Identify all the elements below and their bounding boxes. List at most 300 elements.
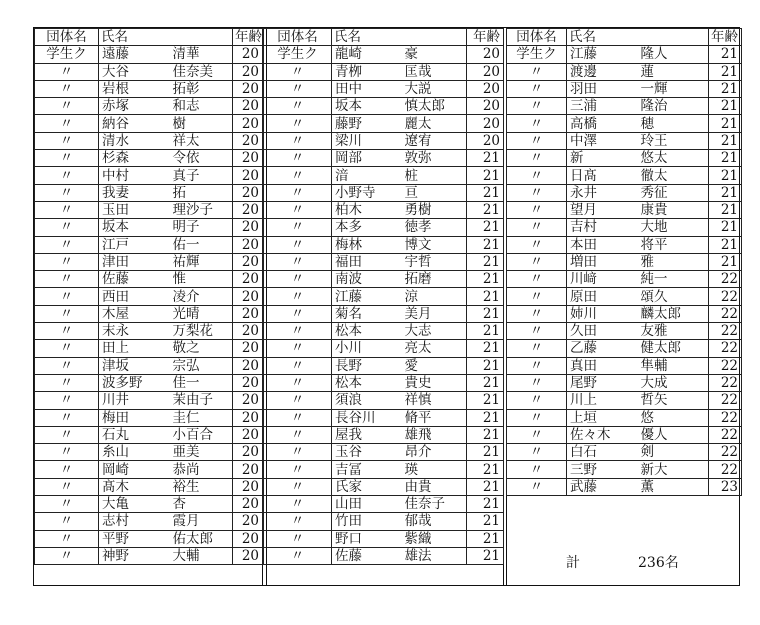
table-row — [264, 219, 504, 236]
family-name-cell: 佐々木 — [567, 426, 635, 443]
given-name-cell: 拓磨 — [399, 271, 467, 288]
age-cell: 20 — [233, 63, 263, 80]
age-cell: 20 — [233, 150, 263, 167]
table-row — [35, 98, 263, 115]
header-age: 年齢 — [709, 29, 742, 46]
group-cell: 〃 — [35, 513, 99, 530]
age-cell: 21 — [467, 444, 504, 461]
family-name-cell: 髙木 — [99, 478, 167, 495]
table-row — [35, 496, 263, 513]
family-name-cell: 梅田 — [99, 409, 167, 426]
given-name-cell: 新大 — [635, 461, 709, 478]
table-row — [35, 167, 263, 184]
age-cell: 20 — [233, 513, 263, 530]
age-cell: 21 — [467, 478, 504, 495]
table-row — [507, 288, 742, 305]
given-name-cell: 佑一 — [167, 236, 233, 253]
given-name-cell: 隼輔 — [635, 357, 709, 374]
table-row — [35, 184, 263, 201]
family-name-cell: 藤野 — [332, 115, 399, 132]
header-name: 氏名 — [567, 29, 709, 46]
given-name-cell: 亘 — [399, 184, 467, 201]
table-row — [264, 478, 504, 495]
family-name-cell: 田上 — [99, 340, 167, 357]
age-cell: 20 — [233, 271, 263, 288]
given-name-cell: 恭尚 — [167, 461, 233, 478]
given-name-cell: 茉由子 — [167, 392, 233, 409]
family-name-cell: 上垣 — [567, 409, 635, 426]
table-row — [507, 253, 742, 270]
age-cell: 20 — [467, 132, 504, 149]
family-name-cell: 中村 — [99, 167, 167, 184]
group-cell: 学生ク — [35, 46, 99, 63]
family-name-cell: 川﨑 — [567, 271, 635, 288]
family-name-cell: 本田 — [567, 236, 635, 253]
given-name-cell: 桩 — [399, 167, 467, 184]
family-name-cell: 中澤 — [567, 132, 635, 149]
group-cell: 〃 — [507, 444, 567, 461]
given-name-cell: 祐輝 — [167, 253, 233, 270]
given-name-cell: 友雅 — [635, 323, 709, 340]
group-cell: 〃 — [35, 357, 99, 374]
family-name-cell: 湆 — [332, 167, 399, 184]
total-value: 236名 — [638, 555, 679, 571]
total-box — [506, 520, 741, 585]
family-name-cell: 玉谷 — [332, 444, 399, 461]
given-name-cell: 麗太 — [399, 115, 467, 132]
given-name-cell: 雄飛 — [399, 426, 467, 443]
given-name-cell: 祥太 — [167, 132, 233, 149]
given-name-cell: 一輝 — [635, 80, 709, 97]
family-name-cell: 梅林 — [332, 236, 399, 253]
table-row — [264, 461, 504, 478]
table-row — [264, 167, 504, 184]
group-cell: 〃 — [35, 547, 99, 564]
table-row — [507, 46, 742, 63]
age-cell: 20 — [233, 478, 263, 495]
table-row — [264, 132, 504, 149]
table-row — [35, 530, 263, 547]
given-name-cell: 愛 — [399, 357, 467, 374]
age-cell: 21 — [467, 357, 504, 374]
total-label: 計 — [566, 555, 580, 571]
table-row — [507, 98, 742, 115]
group-cell: 〃 — [35, 426, 99, 443]
group-cell: 〃 — [507, 271, 567, 288]
family-name-cell: 清水 — [99, 132, 167, 149]
age-cell: 20 — [233, 288, 263, 305]
given-name-cell: 匡哉 — [399, 63, 467, 80]
roster-sheet — [33, 27, 740, 586]
table-row — [507, 461, 742, 478]
family-name-cell: 松本 — [332, 323, 399, 340]
table-row — [264, 236, 504, 253]
group-cell: 学生ク — [507, 46, 567, 63]
given-name-cell: 佳奈子 — [399, 496, 467, 513]
family-name-cell: 望月 — [567, 201, 635, 218]
table-row — [35, 150, 263, 167]
given-name-cell: 小百合 — [167, 426, 233, 443]
age-cell: 20 — [233, 201, 263, 218]
given-name-cell: 勇樹 — [399, 201, 467, 218]
given-name-cell: 純一 — [635, 271, 709, 288]
given-name-cell: 涼 — [399, 288, 467, 305]
family-name-cell: 西田 — [99, 288, 167, 305]
family-name-cell: 柏木 — [332, 201, 399, 218]
table-row — [264, 340, 504, 357]
table-row — [35, 63, 263, 80]
family-name-cell: 須浪 — [332, 392, 399, 409]
age-cell: 22 — [709, 461, 742, 478]
table-row — [264, 63, 504, 80]
given-name-cell: 真子 — [167, 167, 233, 184]
group-cell: 〃 — [35, 253, 99, 270]
table-row — [35, 219, 263, 236]
family-name-cell: 川井 — [99, 392, 167, 409]
group-cell: 〃 — [264, 253, 332, 270]
table-row — [507, 132, 742, 149]
group-cell: 〃 — [35, 80, 99, 97]
given-name-cell: 宇哲 — [399, 253, 467, 270]
header-group: 団体名 — [264, 29, 332, 46]
family-name-cell: 青栁 — [332, 63, 399, 80]
table-row — [507, 357, 742, 374]
table-row — [507, 374, 742, 391]
table-row — [35, 374, 263, 391]
family-name-cell: 龍崎 — [332, 46, 399, 63]
group-cell: 〃 — [264, 236, 332, 253]
given-name-cell: 大志 — [399, 323, 467, 340]
table-row — [35, 46, 263, 63]
family-name-cell: 江藤 — [567, 46, 635, 63]
given-name-cell: 理沙子 — [167, 201, 233, 218]
family-name-cell: 石丸 — [99, 426, 167, 443]
table-row — [35, 444, 263, 461]
age-cell: 21 — [467, 288, 504, 305]
family-name-cell: 我妻 — [99, 184, 167, 201]
age-cell: 21 — [467, 496, 504, 513]
age-cell: 21 — [467, 530, 504, 547]
age-cell: 20 — [233, 115, 263, 132]
given-name-cell: 敦弥 — [399, 150, 467, 167]
table-row — [264, 115, 504, 132]
given-name-cell: 拓 — [167, 184, 233, 201]
given-name-cell: 樹 — [167, 115, 233, 132]
group-cell: 〃 — [264, 374, 332, 391]
age-cell: 20 — [233, 167, 263, 184]
table-row — [35, 426, 263, 443]
group-cell: 〃 — [507, 340, 567, 357]
given-name-cell: 徳孝 — [399, 219, 467, 236]
age-cell: 21 — [467, 236, 504, 253]
table-row — [264, 357, 504, 374]
header-age: 年齢 — [467, 29, 504, 46]
roster-column-1 — [34, 28, 262, 585]
table-row — [264, 271, 504, 288]
family-name-cell: 長谷川 — [332, 409, 399, 426]
table-row — [35, 288, 263, 305]
age-cell: 21 — [709, 219, 742, 236]
given-name-cell: 郁哉 — [399, 513, 467, 530]
family-name-cell: 久田 — [567, 323, 635, 340]
given-name-cell: 拓彰 — [167, 80, 233, 97]
given-name-cell: 優人 — [635, 426, 709, 443]
table-row — [507, 305, 742, 322]
family-name-cell: 野口 — [332, 530, 399, 547]
group-cell: 〃 — [264, 115, 332, 132]
group-cell: 〃 — [507, 115, 567, 132]
table-row — [507, 150, 742, 167]
age-cell: 20 — [233, 340, 263, 357]
header-name: 氏名 — [99, 29, 233, 46]
age-cell: 21 — [709, 184, 742, 201]
header-row — [507, 29, 742, 46]
given-name-cell: 玲王 — [635, 132, 709, 149]
group-cell: 〃 — [264, 150, 332, 167]
table-row — [264, 288, 504, 305]
group-cell: 〃 — [264, 167, 332, 184]
family-name-cell: 梁川 — [332, 132, 399, 149]
family-name-cell: 岡部 — [332, 150, 399, 167]
family-name-cell: 渡邊 — [567, 63, 635, 80]
group-cell: 〃 — [264, 530, 332, 547]
family-name-cell: 白石 — [567, 444, 635, 461]
group-cell: 〃 — [35, 63, 99, 80]
given-name-cell: 大成 — [635, 374, 709, 391]
group-cell: 〃 — [507, 426, 567, 443]
group-cell: 〃 — [264, 80, 332, 97]
given-name-cell: 紫織 — [399, 530, 467, 547]
given-name-cell: 悠太 — [635, 150, 709, 167]
group-cell: 〃 — [35, 132, 99, 149]
group-cell: 〃 — [264, 461, 332, 478]
age-cell: 21 — [709, 132, 742, 149]
age-cell: 20 — [233, 547, 263, 564]
group-cell: 〃 — [507, 63, 567, 80]
table-row — [35, 236, 263, 253]
age-cell: 20 — [233, 46, 263, 63]
age-cell: 21 — [467, 513, 504, 530]
table-row — [507, 184, 742, 201]
group-cell: 〃 — [507, 167, 567, 184]
age-cell: 21 — [467, 461, 504, 478]
family-name-cell: 大谷 — [99, 63, 167, 80]
group-cell: 〃 — [264, 357, 332, 374]
header-row — [35, 29, 263, 46]
group-cell: 〃 — [507, 374, 567, 391]
group-cell: 〃 — [35, 219, 99, 236]
family-name-cell: 平野 — [99, 530, 167, 547]
table-row — [507, 478, 742, 495]
age-cell: 21 — [467, 323, 504, 340]
group-cell: 〃 — [35, 374, 99, 391]
family-name-cell: 杉森 — [99, 150, 167, 167]
age-cell: 20 — [233, 530, 263, 547]
group-cell: 〃 — [264, 323, 332, 340]
family-name-cell: 玉田 — [99, 201, 167, 218]
group-cell: 学生ク — [264, 46, 332, 63]
given-name-cell: 圭仁 — [167, 409, 233, 426]
age-cell: 20 — [233, 374, 263, 391]
table-row — [507, 323, 742, 340]
group-cell: 〃 — [507, 201, 567, 218]
age-cell: 20 — [233, 444, 263, 461]
group-cell: 〃 — [264, 184, 332, 201]
age-cell: 20 — [467, 80, 504, 97]
group-cell: 〃 — [35, 167, 99, 184]
family-name-cell: 新 — [567, 150, 635, 167]
table-row — [507, 167, 742, 184]
given-name-cell: 慎太郎 — [399, 98, 467, 115]
group-cell: 〃 — [35, 201, 99, 218]
family-name-cell: 佐藤 — [99, 271, 167, 288]
roster-table-2 — [263, 28, 504, 565]
age-cell: 22 — [709, 409, 742, 426]
table-row — [507, 115, 742, 132]
age-cell: 20 — [467, 115, 504, 132]
table-row — [507, 63, 742, 80]
family-name-cell: 納谷 — [99, 115, 167, 132]
table-row — [264, 80, 504, 97]
table-row — [507, 271, 742, 288]
given-name-cell: 雄法 — [399, 547, 467, 564]
given-name-cell: 蓮 — [635, 63, 709, 80]
age-cell: 20 — [233, 219, 263, 236]
table-row — [35, 271, 263, 288]
age-cell: 22 — [709, 340, 742, 357]
table-row — [35, 80, 263, 97]
age-cell: 20 — [233, 253, 263, 270]
given-name-cell: 脩平 — [399, 409, 467, 426]
given-name-cell: 博文 — [399, 236, 467, 253]
given-name-cell: 哲矢 — [635, 392, 709, 409]
family-name-cell: 永井 — [567, 184, 635, 201]
given-name-cell: 霞月 — [167, 513, 233, 530]
family-name-cell: 屋我 — [332, 426, 399, 443]
given-name-cell: 佑太郎 — [167, 530, 233, 547]
group-cell: 〃 — [264, 444, 332, 461]
group-cell: 〃 — [35, 305, 99, 322]
family-name-cell: 小野寺 — [332, 184, 399, 201]
roster-table-3 — [506, 28, 742, 496]
group-cell: 〃 — [264, 98, 332, 115]
table-row — [35, 409, 263, 426]
group-cell: 〃 — [507, 478, 567, 495]
age-cell: 22 — [709, 271, 742, 288]
group-cell: 〃 — [264, 496, 332, 513]
age-cell: 21 — [467, 219, 504, 236]
age-cell: 21 — [467, 374, 504, 391]
table-row — [264, 98, 504, 115]
table-row — [35, 392, 263, 409]
group-cell: 〃 — [264, 63, 332, 80]
group-cell: 〃 — [35, 236, 99, 253]
header-age: 年齢 — [233, 29, 263, 46]
age-cell: 21 — [467, 167, 504, 184]
age-cell: 20 — [233, 392, 263, 409]
age-cell: 23 — [709, 478, 742, 495]
group-cell: 〃 — [264, 288, 332, 305]
age-cell: 21 — [467, 271, 504, 288]
family-name-cell: 日髙 — [567, 167, 635, 184]
group-cell: 〃 — [507, 236, 567, 253]
given-name-cell: 大地 — [635, 219, 709, 236]
table-row — [507, 340, 742, 357]
group-cell: 〃 — [507, 150, 567, 167]
group-cell: 〃 — [35, 444, 99, 461]
family-name-cell: 尾野 — [567, 374, 635, 391]
family-name-cell: 高橋 — [567, 115, 635, 132]
age-cell: 20 — [233, 426, 263, 443]
table-row — [507, 409, 742, 426]
group-cell: 〃 — [264, 305, 332, 322]
group-cell: 〃 — [35, 184, 99, 201]
table-row — [35, 305, 263, 322]
age-cell: 21 — [467, 426, 504, 443]
group-cell: 〃 — [35, 392, 99, 409]
age-cell: 21 — [467, 184, 504, 201]
given-name-cell: 明子 — [167, 219, 233, 236]
table-row — [507, 392, 742, 409]
family-name-cell: 増田 — [567, 253, 635, 270]
given-name-cell: 康貴 — [635, 201, 709, 218]
given-name-cell: 秀征 — [635, 184, 709, 201]
group-cell: 〃 — [264, 132, 332, 149]
age-cell: 21 — [709, 253, 742, 270]
age-cell: 20 — [467, 98, 504, 115]
table-row — [264, 444, 504, 461]
group-cell: 〃 — [35, 271, 99, 288]
group-cell: 〃 — [35, 150, 99, 167]
age-cell: 22 — [709, 288, 742, 305]
table-row — [264, 46, 504, 63]
given-name-cell: 凌介 — [167, 288, 233, 305]
table-row — [35, 132, 263, 149]
group-cell: 〃 — [507, 323, 567, 340]
table-row — [35, 547, 263, 564]
table-row — [264, 201, 504, 218]
family-name-cell: 坂本 — [99, 219, 167, 236]
group-cell: 〃 — [507, 219, 567, 236]
given-name-cell: 薫 — [635, 478, 709, 495]
age-cell: 20 — [233, 461, 263, 478]
header-group: 団体名 — [507, 29, 567, 46]
family-name-cell: 本多 — [332, 219, 399, 236]
given-name-cell: 敬之 — [167, 340, 233, 357]
table-row — [35, 513, 263, 530]
age-cell: 20 — [233, 80, 263, 97]
age-cell: 21 — [467, 547, 504, 564]
given-name-cell: 惟 — [167, 271, 233, 288]
family-name-cell: 吉冨 — [332, 461, 399, 478]
group-cell: 〃 — [35, 409, 99, 426]
age-cell: 20 — [467, 63, 504, 80]
group-cell: 〃 — [264, 478, 332, 495]
group-cell: 〃 — [264, 219, 332, 236]
family-name-cell: 氏家 — [332, 478, 399, 495]
age-cell: 21 — [709, 98, 742, 115]
group-cell: 〃 — [35, 478, 99, 495]
group-cell: 〃 — [264, 547, 332, 564]
header-row — [264, 29, 504, 46]
group-cell: 〃 — [507, 357, 567, 374]
table-row — [264, 409, 504, 426]
age-cell: 20 — [233, 236, 263, 253]
table-row — [264, 305, 504, 322]
group-cell: 〃 — [35, 323, 99, 340]
table-row — [35, 253, 263, 270]
given-name-cell: 亮太 — [399, 340, 467, 357]
